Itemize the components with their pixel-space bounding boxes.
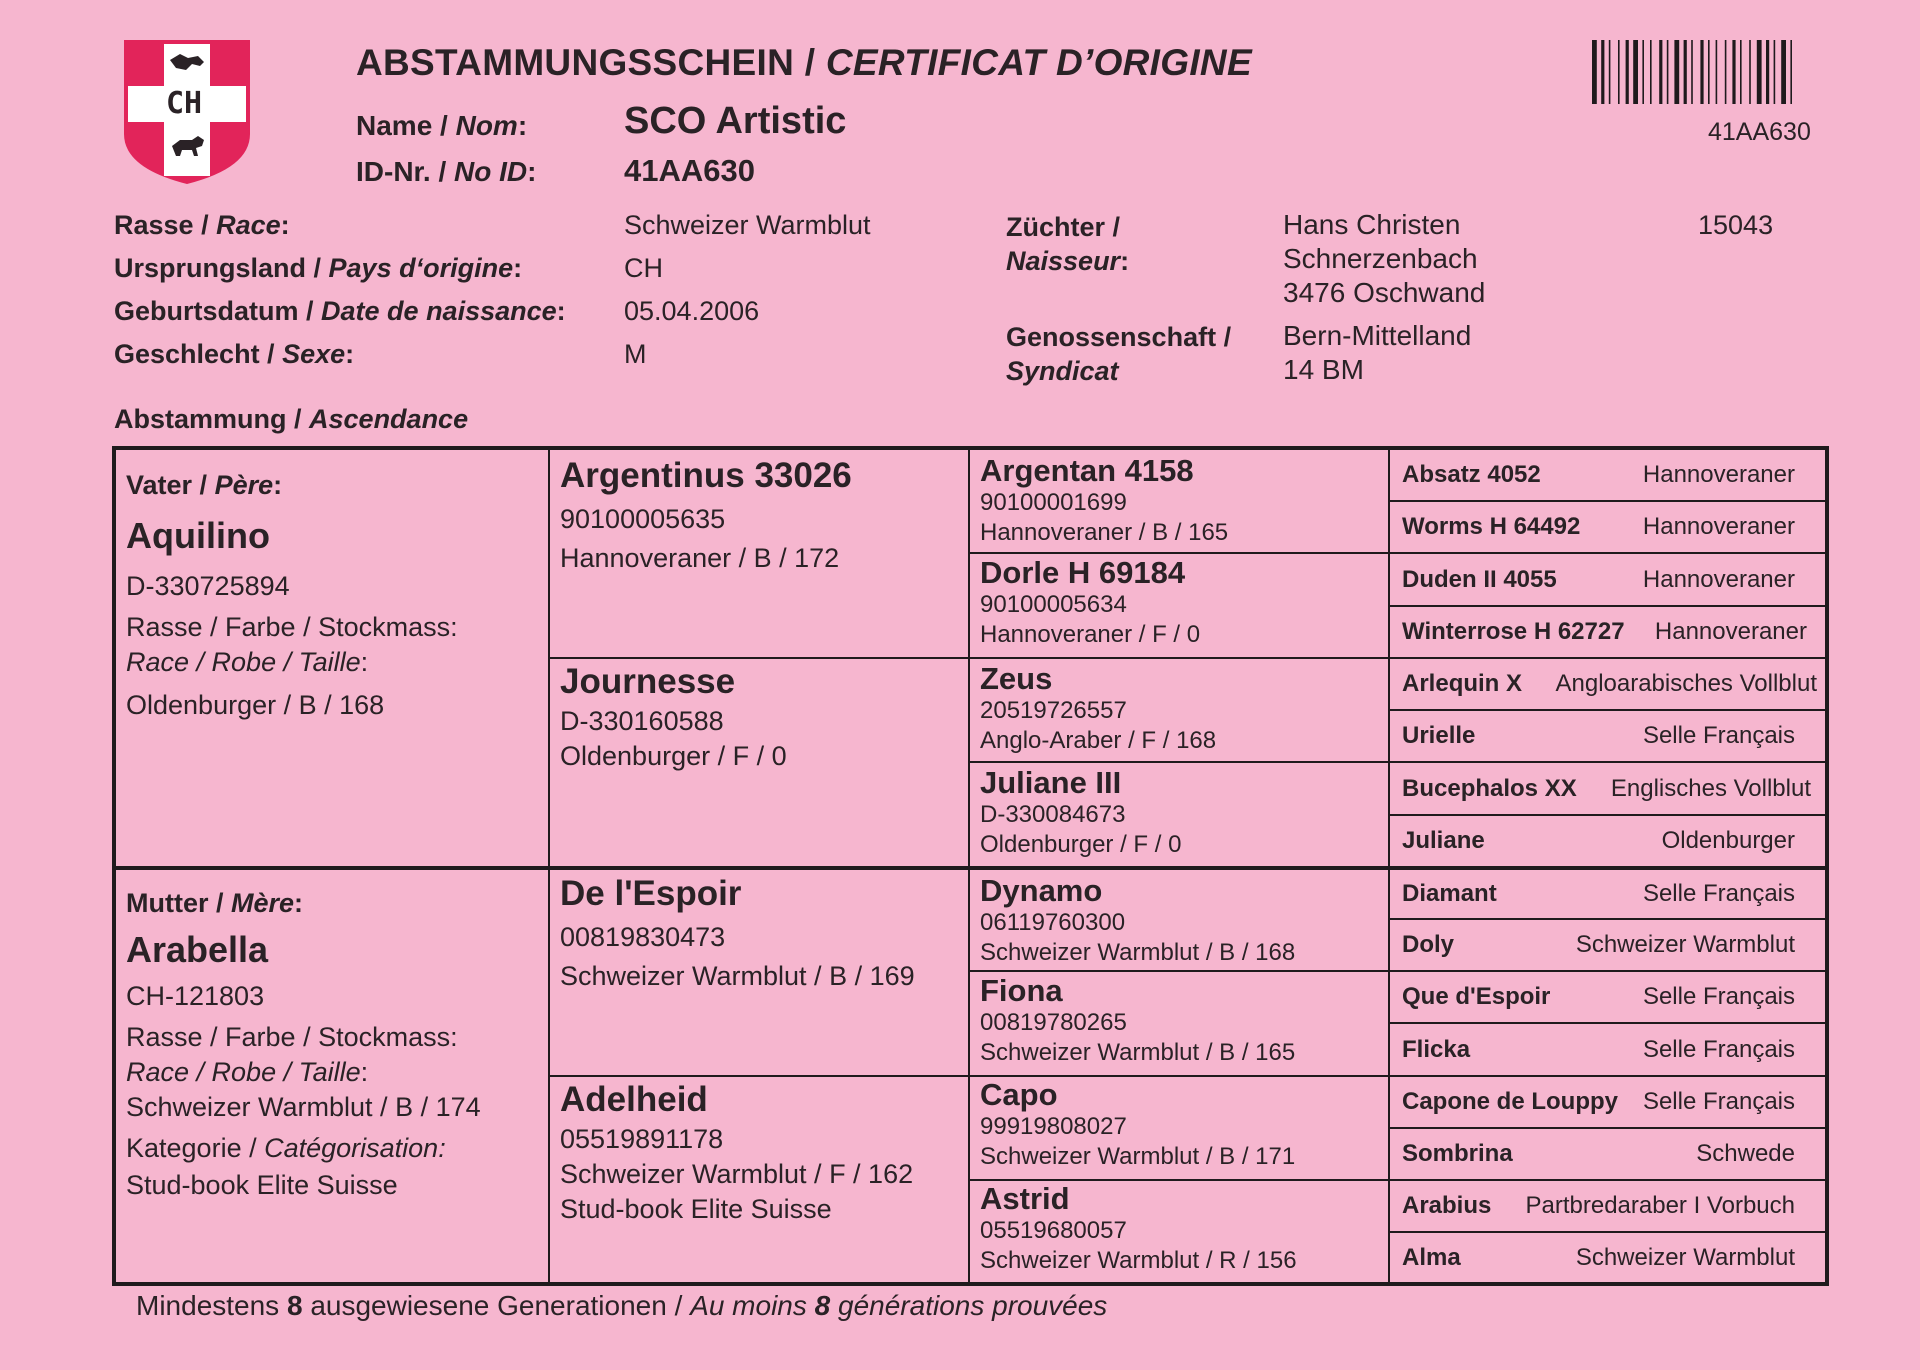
gen4-cell: Absatz 4052 Hannoveraner	[1402, 461, 1795, 488]
gen4-cell: Capone de Louppy Selle Français	[1402, 1088, 1795, 1115]
ascendance-heading: Abstammung / Ascendance	[114, 404, 469, 434]
great-grandparent-cell: Capo 99919808027 Schweizer Warmblut / B / 171	[980, 1078, 1296, 1170]
race-label: Rasse / Race:	[114, 210, 290, 240]
grandparent-cell: Adelheid 05519891178 Schweizer Warmblut / F / 162 Stud-book Elite Suisse	[560, 1080, 914, 1224]
syndicate-label: Genossenschaft / Syndicat	[1006, 322, 1232, 386]
logo-text: CH	[166, 86, 203, 121]
horse-name: SCO Artistic	[624, 100, 847, 142]
syndicate-value: Bern-Mittelland 14 BM	[1283, 320, 1472, 385]
gen4-cell: Worms H 64492 Hannoveraner	[1402, 513, 1795, 540]
great-grandparent-cell: Juliane III D-330084673 Oldenburger / F / 0	[980, 766, 1182, 858]
grandparent-cell: De l'Espoir 00819830473 Schweizer Warmblut / B / 169	[560, 874, 915, 991]
barcode-number: 41AA630	[1708, 118, 1811, 146]
birth-value: 05.04.2006	[624, 296, 760, 326]
gen4-cell: Arabius Partbredaraber I Vorbuch	[1402, 1192, 1795, 1219]
great-grandparent-cell: Fiona 00819780265 Schweizer Warmblut / B / 165	[980, 974, 1296, 1066]
great-grandparent-cell: Dorle H 69184 90100005634 Hannoveraner / F / 0	[980, 556, 1201, 648]
gen4-cell: Que d'Espoir Selle Français	[1402, 983, 1795, 1010]
country-value: CH	[624, 253, 663, 283]
grandparent-cell: Journesse D-330160588 Oldenburger / F / 0	[560, 662, 787, 771]
dam-category: Stud-book Elite Suisse	[126, 1170, 398, 1200]
great-grandparent-cell: Astrid 05519680057 Schweizer Warmblut / R / 156	[980, 1182, 1297, 1274]
swiss-horse-logo	[122, 38, 252, 186]
gen4-cell: Juliane Oldenburger	[1402, 827, 1795, 854]
dam-attributes: Schweizer Warmblut / B / 174	[126, 1092, 481, 1122]
sire-cell: Vater / Père: Aquilino D-330725894 Rasse / Farbe / Stockmass: Race / Robe / Taille: Oldenburger / B / 168	[126, 470, 536, 721]
sire-name: Aquilino	[126, 515, 270, 556]
dam-cell: Mutter / Mère: Arabella CH-121803 Rasse / Farbe / Stockmass: Race / Robe / Taille: Schweizer Warmblut / B / 174 Kategorie / Catégorisation: Stud-book Elite Suisse	[126, 888, 536, 1201]
gen4-cell: Diamant Selle Français	[1402, 880, 1795, 907]
gen4-cell: Doly Schweizer Warmblut	[1402, 931, 1795, 958]
race-value: Schweizer Warmblut	[624, 210, 871, 240]
breeder-address: Hans Christen Schnerzenbach 3476 Oschwand	[1283, 209, 1486, 308]
sex-value: M	[624, 339, 647, 369]
pedigree-table	[112, 446, 1829, 1286]
name-label: Name / Nom:	[356, 110, 528, 141]
sex-label: Geschlecht / Sexe:	[114, 339, 355, 369]
sire-id: D-330725894	[126, 571, 290, 601]
grandparent-cell: Argentinus 33026 90100005635 Hannoveraner / B / 172	[560, 456, 852, 573]
gen4-cell: Winterrose H 62727 Hannoveraner	[1402, 618, 1807, 645]
document-title: ABSTAMMUNGSSCHEIN / CERTIFICAT D’ORIGINE	[356, 42, 1252, 83]
dam-name: Arabella	[126, 929, 269, 970]
barcode	[1592, 40, 1818, 104]
great-grandparent-cell: Zeus 20519726557 Anglo-Araber / F / 168	[980, 662, 1217, 754]
gen4-cell: Duden II 4055 Hannoveraner	[1402, 565, 1795, 593]
horse-id: 41AA630	[624, 153, 755, 188]
great-grandparent-cell: Dynamo 06119760300 Schweizer Warmblut / B / 168	[980, 874, 1296, 966]
great-grandparent-cell: Argentan 4158 90100001699 Hannoveraner / B / 165	[980, 454, 1229, 546]
gen4-cell: Urielle Selle Français	[1402, 722, 1795, 749]
id-label: ID-Nr. / No ID:	[356, 156, 537, 187]
birth-label: Geburtsdatum / Date de naissance:	[114, 296, 566, 326]
gen4-cell: Arlequin X Angloarabisches Vollblut	[1402, 670, 1817, 697]
gen4-cell: Flicka Selle Français	[1402, 1035, 1795, 1063]
gen4-cell: Bucephalos XX Englisches Vollblut	[1402, 774, 1811, 802]
generations-note: Mindestens 8 ausgewiesene Generationen / Au moins 8 générations prouvées	[136, 1290, 1108, 1321]
breeder-label: Züchter / Naisseur:	[1006, 212, 1130, 276]
dam-id: CH-121803	[126, 981, 265, 1011]
gen4-cell: Sombrina Schwede	[1402, 1140, 1795, 1167]
sire-attributes: Oldenburger / B / 168	[126, 690, 385, 720]
breeder-number: 15043	[1698, 210, 1774, 240]
gen4-cell: Alma Schweizer Warmblut	[1402, 1243, 1795, 1271]
country-label: Ursprungsland / Pays d‘origine:	[114, 253, 523, 283]
